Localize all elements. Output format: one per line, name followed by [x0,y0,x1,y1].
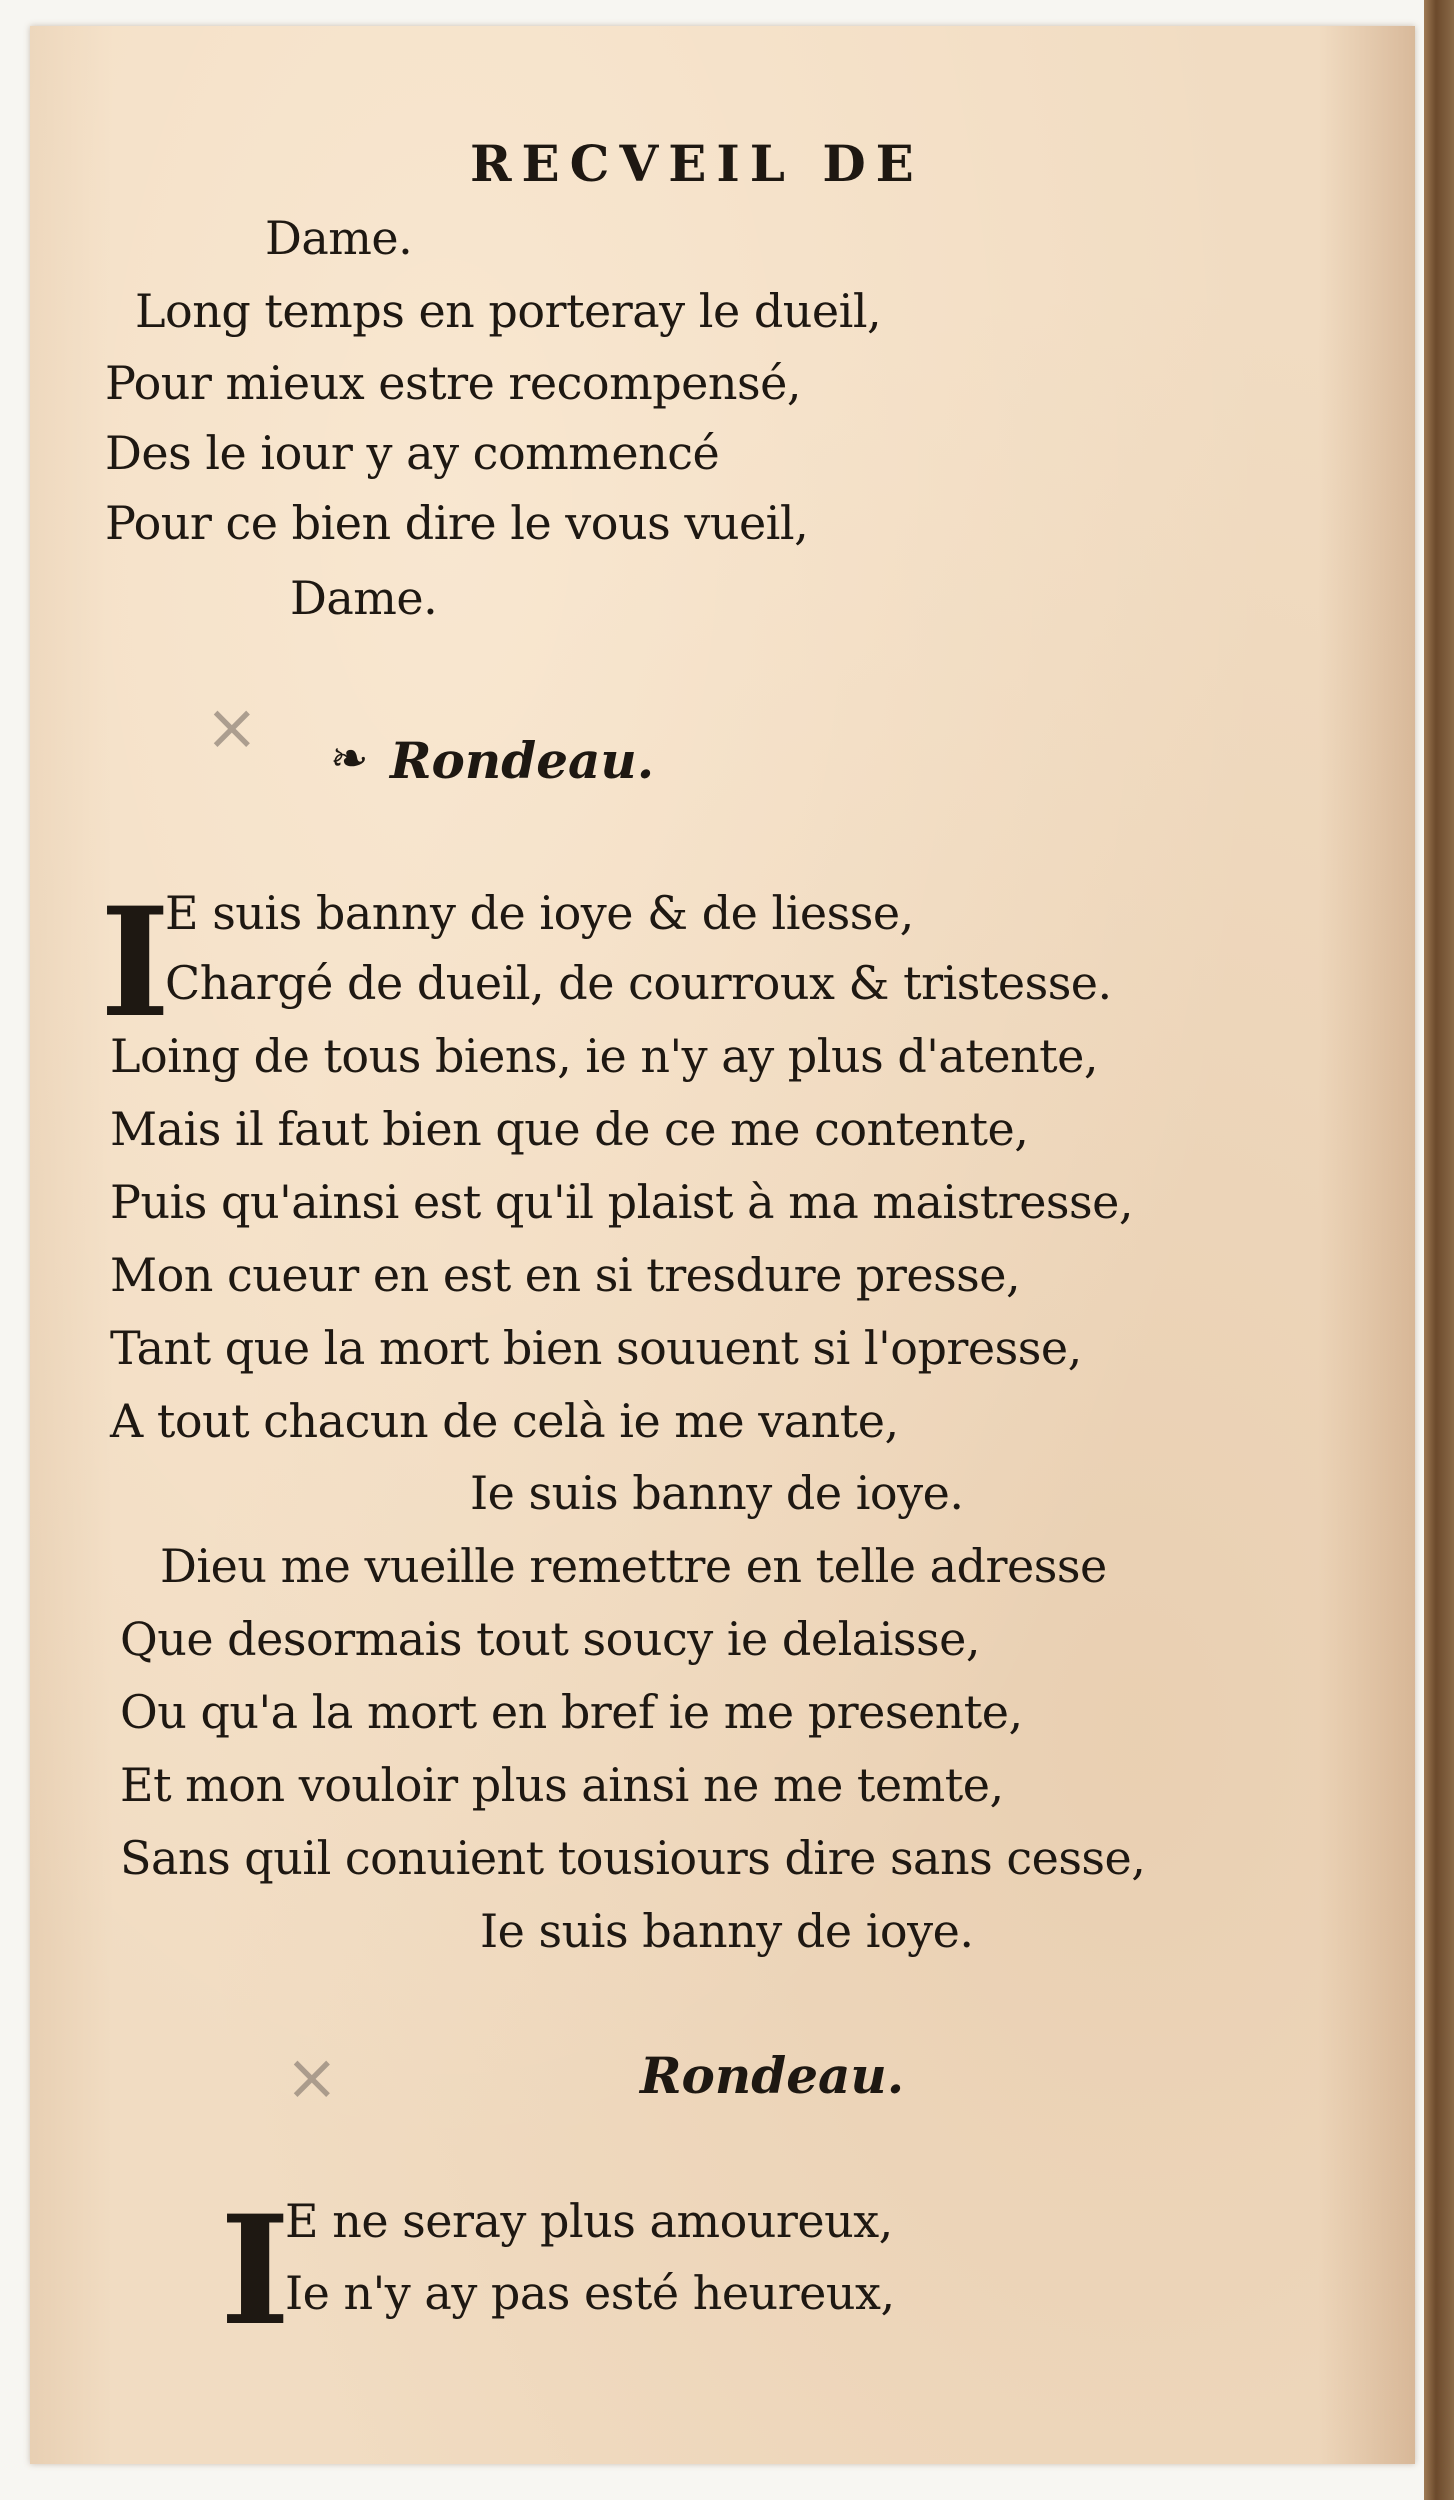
verse-line: Dame. [290,571,438,625]
verse-line: E ne seray plus amoureux, [285,2194,893,2248]
book-page [30,26,1415,2464]
pencil-margin-mark: × [205,691,259,765]
verse-line: Ou qu'a la mort en bref ie me presente, [120,1685,1023,1739]
verse-line: Long temps en porteray le dueil, [135,284,882,338]
verse-line: Puis qu'ainsi est qu'il plaist à ma maistresse, [110,1175,1133,1229]
verse-line: Ie suis banny de ioye. [470,1466,964,1520]
verse-line: Et mon vouloir plus ainsi ne me temte, [120,1758,1004,1812]
verse-line: Chargé de dueil, de courroux & tristesse. [165,956,1112,1010]
verse-line: Mon cueur en est en si tresdure presse, [110,1248,1021,1302]
verse-line: Dieu me vueille remettre en telle adresse [160,1539,1107,1593]
verse-line: Loing de tous biens, ie n'y ay plus d'atente, [110,1029,1098,1083]
verse-line: A tout chacun de celà ie me vante, [110,1394,899,1448]
verse-line: Pour ce bien dire le vous vueil, [105,496,809,550]
verse-line: Que desormais tout soucy ie delaisse, [120,1612,980,1666]
rondeau-title: Rondeau. [390,731,655,790]
pencil-margin-mark: × [285,2041,339,2115]
fleuron-ornament: ❧ [330,731,369,785]
rondeau-title: Rondeau. [640,2046,905,2105]
verse-line: Des le iour y ay commencé [105,426,720,480]
verse-line: Ie suis banny de ioye. [480,1904,974,1958]
verse-line: Mais il faut bien que de ce me contente, [110,1102,1029,1156]
verse-line: Ie n'y ay pas esté heureux, [285,2266,895,2320]
verse-line: Dame. [265,211,413,265]
verse-line: Sans quil conuient tousiours dire sans cesse, [120,1831,1146,1885]
verse-line: Tant que la mort bien souuent si l'opresse, [110,1321,1082,1375]
verse-line: Pour mieux estre recompensé, [105,356,801,410]
drop-cap-initial: I [100,875,171,1051]
book-binding-edge [1424,0,1454,2500]
drop-cap-initial: I [220,2183,291,2359]
running-head: RECVEIL DE [470,134,924,193]
verse-line: E suis banny de ioye & de liesse, [165,886,914,940]
